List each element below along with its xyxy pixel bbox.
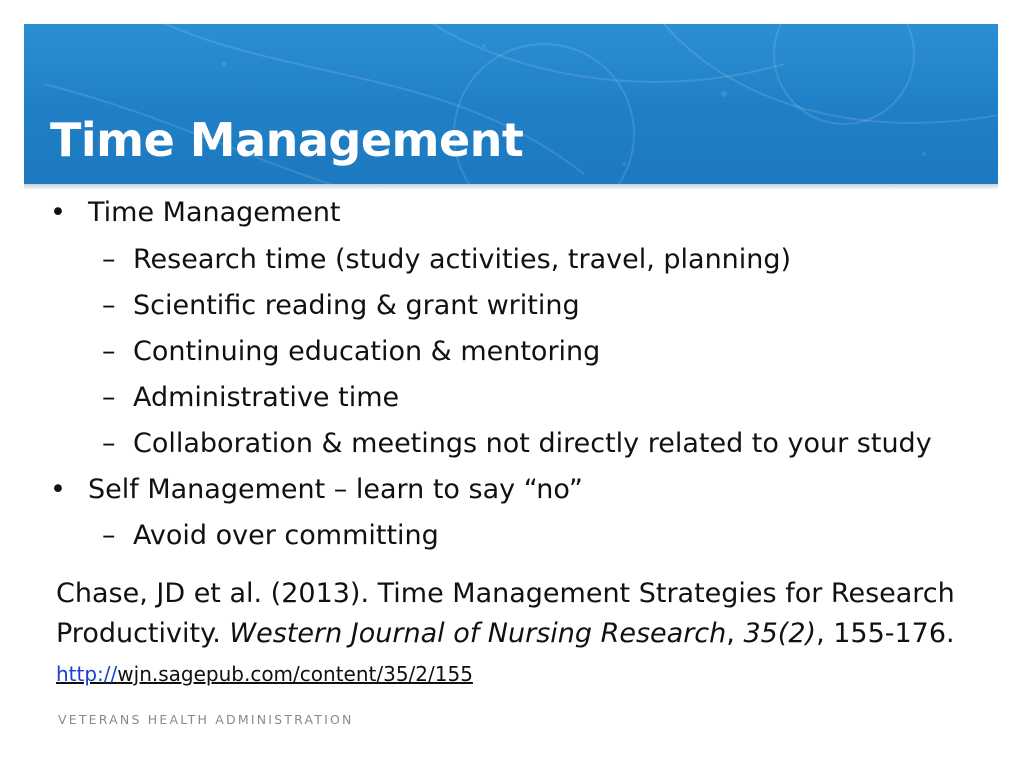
sub-bullet-text: Avoid over committing bbox=[133, 520, 439, 551]
citation bbox=[56, 574, 996, 654]
bullet-marker: • bbox=[50, 197, 66, 228]
dash-marker: – bbox=[102, 290, 116, 321]
sub-bullet-text: Scientific reading & grant writing bbox=[133, 290, 580, 321]
dash-marker: – bbox=[102, 428, 116, 459]
sub-bullet-text: Collaboration & meetings not directly related to your study bbox=[133, 428, 932, 459]
sub-bullet-text: Continuing education & mentoring bbox=[133, 336, 601, 367]
volume-issue: 35(2) bbox=[743, 618, 817, 649]
dash-marker: – bbox=[102, 520, 116, 551]
dash-marker: – bbox=[102, 336, 116, 367]
sub-bullet-text: Administrative time bbox=[133, 382, 400, 413]
sub-bullet-text: Research time (study activities, travel, planning) bbox=[133, 244, 792, 275]
citation-text: Chase, JD et al. (2013). Time Management Strategies for Research Productivity. bbox=[56, 578, 955, 649]
link-path: wjn.sagepub.com/content/35/2/155 bbox=[117, 662, 473, 686]
dash-marker: – bbox=[102, 382, 116, 413]
footer-label: VETERANS HEALTH ADMINISTRATION bbox=[58, 712, 354, 727]
bullet-text: Time Management bbox=[88, 197, 341, 228]
link-scheme: http:// bbox=[56, 662, 118, 686]
citation-separator: , bbox=[726, 618, 744, 649]
bullet-text: Self Management – learn to say “no” bbox=[88, 474, 583, 505]
dash-marker: – bbox=[102, 244, 116, 275]
citation-pages: , 155-176. bbox=[816, 618, 955, 649]
banner-shadow bbox=[24, 184, 998, 190]
slide-title: Time Management bbox=[50, 113, 524, 167]
article-link[interactable] bbox=[56, 660, 473, 688]
bullet-marker: • bbox=[50, 474, 66, 505]
journal-name: Western Journal of Nursing Research bbox=[229, 618, 727, 649]
